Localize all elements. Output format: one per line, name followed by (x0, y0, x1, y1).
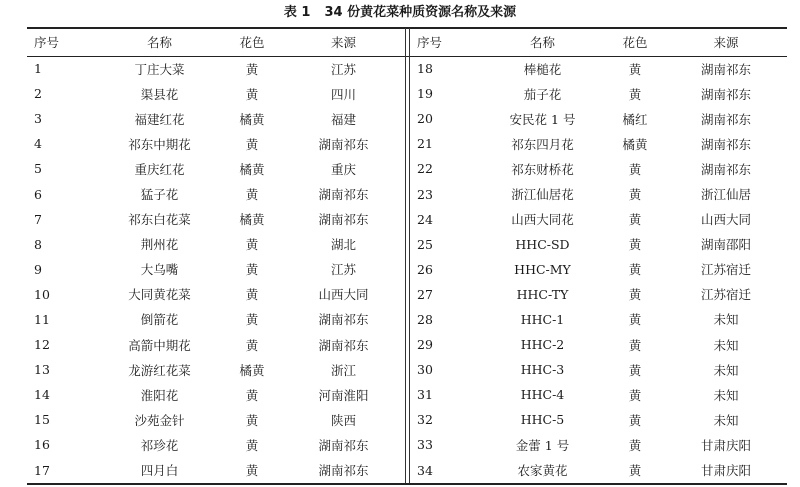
cell-number: 20 (417, 111, 433, 127)
cell-name: 大同黄花菜 (128, 287, 191, 303)
table-row (27, 357, 405, 382)
cell-origin: 未知 (713, 337, 739, 353)
cell-origin: 湖南祁东 (318, 212, 369, 228)
cell-number: 10 (34, 286, 50, 302)
cell-number: 4 (34, 136, 42, 152)
cell-flower-color: 黄 (245, 412, 259, 428)
cell-origin: 湖南祁东 (318, 437, 369, 453)
cell-name: HHC-2 (520, 337, 565, 353)
cell-origin: 未知 (713, 312, 739, 328)
cell-number: 5 (34, 161, 42, 177)
cell-flower-color: 黄 (628, 437, 642, 453)
cell-flower-color: 黄 (245, 287, 259, 303)
cell-flower-color: 黄 (628, 387, 642, 403)
cell-name: 荆州花 (140, 237, 179, 253)
cell-number: 34 (417, 462, 433, 478)
cell-origin: 湖南祁东 (700, 161, 751, 177)
cell-name: HHC-SD (515, 236, 570, 252)
table-row (410, 56, 787, 81)
table-row (27, 181, 405, 206)
cell-flower-color: 黄 (245, 237, 259, 253)
cell-name: HHC-1 (520, 311, 565, 327)
bottom-rule (27, 483, 787, 485)
left-table (27, 28, 405, 483)
header-origin: 来源 (330, 35, 356, 50)
cell-flower-color: 橘红 (622, 111, 648, 127)
cell-flower-color: 黄 (628, 61, 642, 77)
cell-name: 祁珍花 (140, 437, 179, 453)
cell-number: 16 (34, 437, 50, 453)
cell-origin: 湖南祁东 (700, 136, 751, 152)
cell-flower-color: 黄 (628, 161, 642, 177)
cell-flower-color: 黄 (628, 463, 642, 479)
cell-number: 31 (417, 387, 433, 403)
table-row (27, 56, 405, 81)
cell-origin: 湖南邵阳 (700, 237, 751, 253)
cell-number: 3 (34, 111, 42, 127)
cell-flower-color: 黄 (628, 312, 642, 328)
cell-name: 茄子花 (523, 86, 562, 102)
cell-number: 17 (34, 462, 50, 478)
cell-name: 安民花 1 号 (509, 111, 576, 127)
header-flower-color: 花色 (622, 35, 648, 50)
cell-number: 29 (417, 337, 433, 353)
table-row (410, 131, 787, 156)
cell-name: 渠县花 (140, 86, 179, 102)
table-row (410, 382, 787, 407)
cell-name: 祁东财桥花 (511, 161, 574, 177)
left-table-body (27, 56, 405, 483)
header-row (410, 28, 787, 56)
cell-name: 山西大同花 (511, 212, 574, 228)
table-row (410, 181, 787, 206)
cell-origin: 河南淮阳 (318, 387, 369, 403)
cell-number: 8 (34, 236, 42, 252)
table-row (27, 232, 405, 257)
cell-flower-color: 黄 (245, 136, 259, 152)
cell-flower-color: 黄 (245, 61, 259, 77)
cell-origin: 江苏 (330, 61, 356, 77)
cell-origin: 湖南祁东 (700, 111, 751, 127)
cell-origin: 湖南祁东 (700, 61, 751, 77)
table-row (27, 257, 405, 282)
right-table-body (410, 56, 787, 483)
cell-origin: 福建 (330, 111, 356, 127)
table-number: 表 1 (283, 5, 311, 20)
cell-origin: 未知 (713, 387, 739, 403)
cell-name: 高箭中期花 (128, 337, 191, 353)
cell-name: HHC-TY (516, 286, 569, 302)
cell-name: 福建红花 (134, 111, 185, 127)
table-row (410, 357, 787, 382)
cell-flower-color: 黄 (628, 212, 642, 228)
cell-origin: 山西大同 (318, 287, 369, 303)
table-row (27, 332, 405, 357)
table-title: 34 份黄花菜种质资源名称及来源 (324, 5, 517, 20)
cell-origin: 湖南祁东 (318, 337, 369, 353)
cell-flower-color: 黄 (628, 362, 642, 378)
table-row (410, 307, 787, 332)
cell-number: 27 (417, 286, 433, 302)
table-row (27, 156, 405, 181)
cell-origin: 江苏 (330, 262, 356, 278)
table-row (410, 232, 787, 257)
cell-origin: 湖北 (330, 237, 356, 253)
cell-origin: 湖南祁东 (318, 136, 369, 152)
cell-flower-color: 橘黄 (239, 111, 265, 127)
table-row (410, 282, 787, 307)
cell-flower-color: 黄 (245, 86, 259, 102)
cell-number: 11 (34, 311, 50, 327)
cell-origin: 陕西 (330, 412, 356, 428)
cell-name: 祁东白花菜 (128, 212, 191, 228)
cell-flower-color: 黄 (628, 412, 642, 428)
cell-number: 28 (417, 311, 433, 327)
table-row (410, 458, 787, 483)
cell-flower-color: 黄 (628, 262, 642, 278)
cell-flower-color: 黄 (245, 463, 259, 479)
table-row (27, 207, 405, 232)
cell-name: 金蕾 1 号 (515, 437, 570, 453)
cell-number: 12 (34, 337, 50, 353)
cell-number: 22 (417, 161, 433, 177)
cell-flower-color: 黄 (628, 86, 642, 102)
cell-origin: 湖南祁东 (318, 463, 369, 479)
cell-number: 2 (34, 86, 42, 102)
cell-flower-color: 黄 (628, 187, 642, 203)
cell-number: 26 (417, 261, 433, 277)
cell-origin: 甘肃庆阳 (700, 463, 751, 479)
cell-origin: 四川 (330, 86, 356, 102)
cell-number: 13 (34, 362, 50, 378)
cell-name: 丁庄大菜 (134, 61, 185, 77)
table-row (27, 407, 405, 432)
table-row (27, 106, 405, 131)
cell-origin: 江苏宿迁 (700, 287, 751, 303)
cell-flower-color: 黄 (628, 287, 642, 303)
table-row (27, 458, 405, 483)
cell-number: 32 (417, 412, 433, 428)
cell-flower-color: 黄 (628, 337, 642, 353)
cell-number: 6 (34, 186, 42, 202)
table-row (27, 382, 405, 407)
cell-name: 重庆红花 (134, 161, 185, 177)
cell-number: 19 (417, 86, 433, 102)
table-row (410, 106, 787, 131)
table-row (27, 282, 405, 307)
cell-number: 24 (417, 211, 433, 227)
cell-number: 23 (417, 186, 433, 202)
table-row (410, 332, 787, 357)
header-number: 序号 (34, 35, 60, 50)
cell-number: 25 (417, 236, 433, 252)
header-origin: 来源 (713, 35, 739, 50)
cell-number: 9 (34, 261, 42, 277)
cell-number: 30 (417, 362, 433, 378)
column-separator-line (405, 28, 406, 483)
cell-flower-color: 黄 (245, 312, 259, 328)
cell-name: 大乌嘴 (140, 262, 179, 278)
table-row (27, 131, 405, 156)
cell-number: 14 (34, 387, 50, 403)
cell-name: HHC-3 (520, 362, 565, 378)
right-table (410, 28, 787, 483)
table-row (410, 407, 787, 432)
header-row (27, 28, 405, 56)
cell-origin: 未知 (713, 412, 739, 428)
table-row (410, 156, 787, 181)
table-row (410, 207, 787, 232)
cell-name: HHC-4 (520, 387, 565, 403)
cell-flower-color: 橘黄 (239, 362, 265, 378)
cell-name: 浙江仙居花 (511, 187, 574, 203)
cell-origin: 未知 (713, 362, 739, 378)
cell-name: HHC-5 (520, 412, 565, 428)
cell-name: 棒槌花 (523, 61, 562, 77)
cell-number: 33 (417, 437, 433, 453)
cell-flower-color: 黄 (245, 187, 259, 203)
cell-flower-color: 橘黄 (239, 212, 265, 228)
cell-flower-color: 黄 (245, 387, 259, 403)
cell-name: 猛子花 (140, 187, 179, 203)
cell-flower-color: 黄 (628, 237, 642, 253)
cell-origin: 江苏宿迁 (700, 262, 751, 278)
cell-origin: 重庆 (330, 161, 356, 177)
cell-name: 农家黄花 (517, 463, 568, 479)
cell-number: 18 (417, 61, 433, 77)
table-caption (0, 4, 800, 22)
header-name: 名称 (529, 35, 555, 50)
cell-origin: 山西大同 (700, 212, 751, 228)
cell-origin: 甘肃庆阳 (700, 437, 751, 453)
cell-flower-color: 橘黄 (239, 161, 265, 177)
cell-origin: 湖南祁东 (318, 187, 369, 203)
cell-flower-color: 黄 (245, 337, 259, 353)
header-name: 名称 (146, 35, 172, 50)
cell-number: 7 (34, 211, 42, 227)
table-row (410, 432, 787, 457)
cell-number: 21 (417, 136, 433, 152)
header-flower-color: 花色 (239, 35, 265, 50)
table-row (410, 257, 787, 282)
cell-flower-color: 黄 (245, 437, 259, 453)
cell-origin: 浙江 (330, 362, 356, 378)
cell-number: 15 (34, 412, 50, 428)
cell-flower-color: 橘黄 (622, 136, 648, 152)
cell-name: 四月白 (140, 463, 179, 479)
table-row (27, 307, 405, 332)
cell-origin: 湖南祁东 (700, 86, 751, 102)
cell-origin: 湖南祁东 (318, 312, 369, 328)
cell-name: 祁东中期花 (128, 136, 191, 152)
table-row (27, 432, 405, 457)
table-row (27, 81, 405, 106)
cell-flower-color: 黄 (245, 262, 259, 278)
cell-name: 淮阳花 (140, 387, 179, 403)
cell-name: HHC-MY (514, 261, 571, 277)
cell-name: 祁东四月花 (511, 136, 574, 152)
cell-name: 倒箭花 (140, 312, 179, 328)
cell-origin: 浙江仙居 (700, 187, 751, 203)
cell-number: 1 (34, 61, 42, 77)
cell-name: 龙游红花菜 (128, 362, 191, 378)
cell-name: 沙苑金针 (134, 412, 185, 428)
header-number: 序号 (417, 35, 443, 50)
table-row (410, 81, 787, 106)
